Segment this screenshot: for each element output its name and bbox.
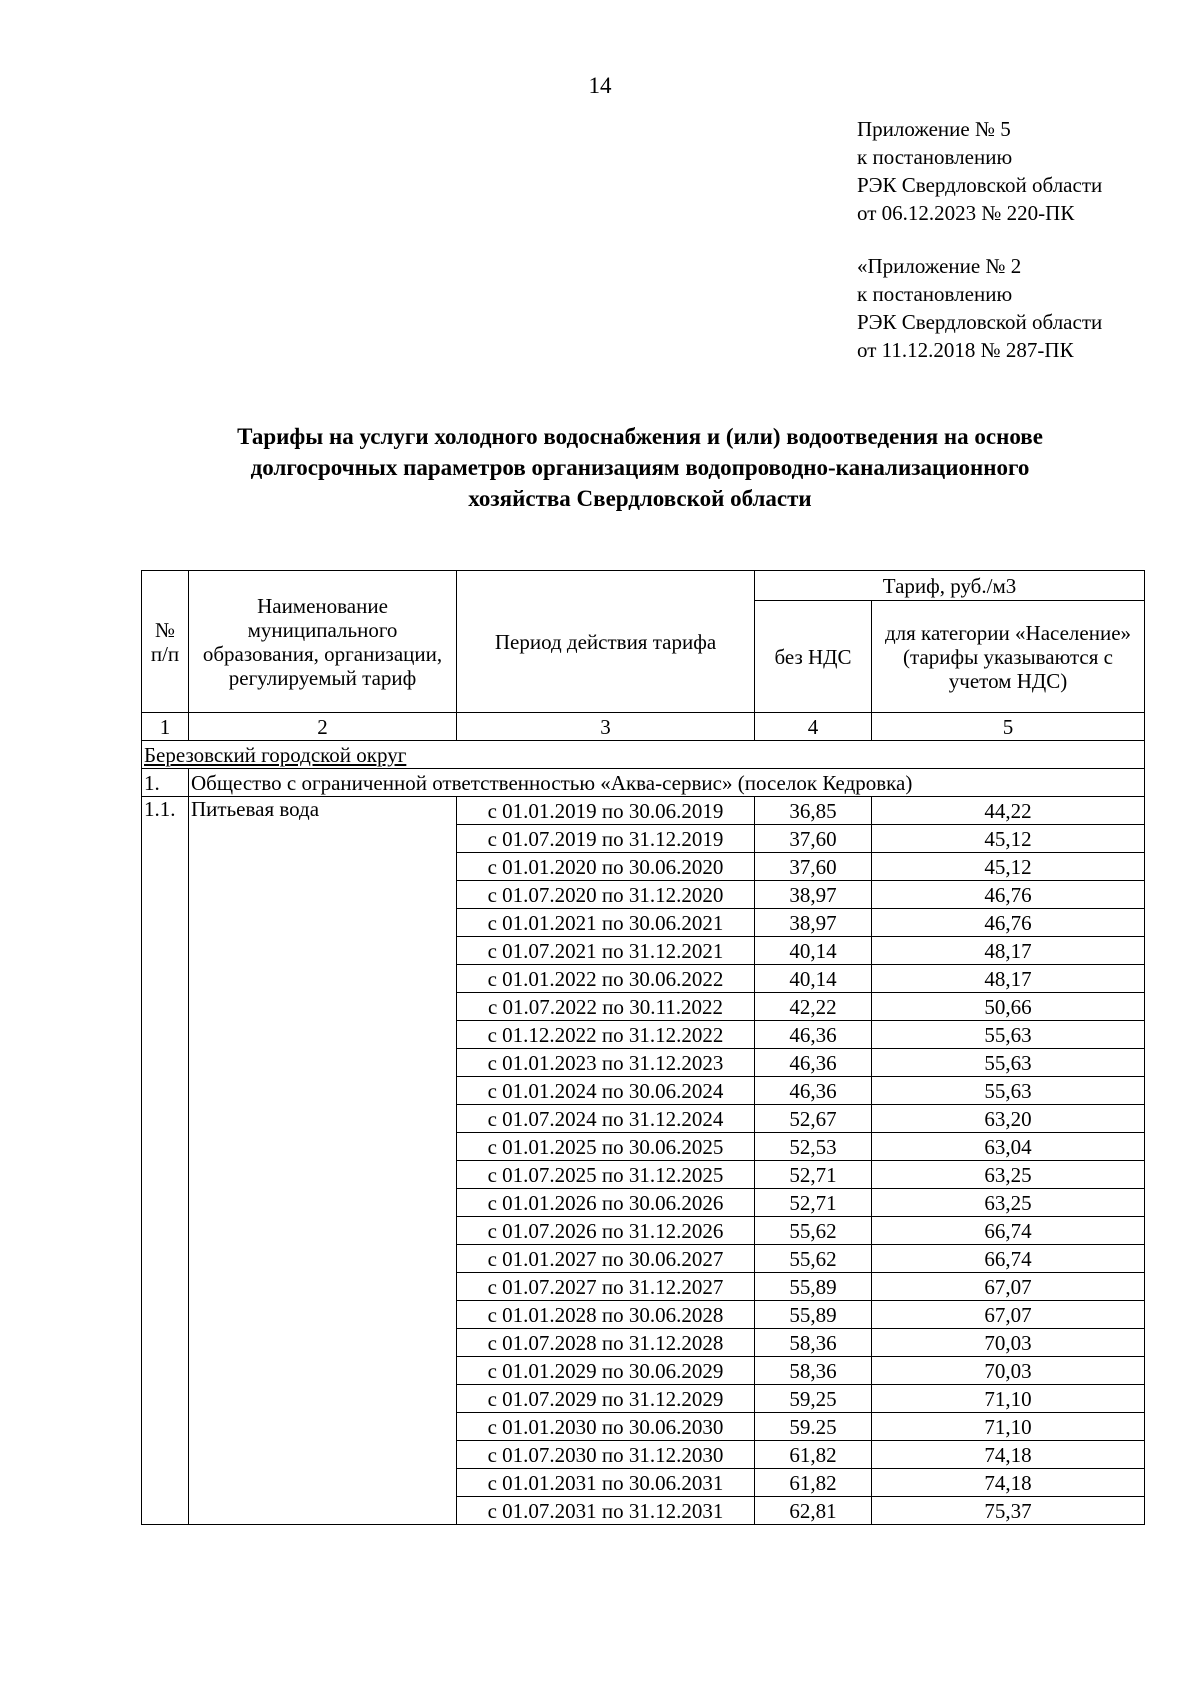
period-cell: с 01.01.2025 по 30.06.2025 [457, 1133, 755, 1161]
period-cell: с 01.07.2022 по 30.11.2022 [457, 993, 755, 1021]
period-cell: с 01.01.2022 по 30.06.2022 [457, 965, 755, 993]
table-body [142, 741, 1145, 1525]
header-tariff: Тариф, руб./м3 [755, 571, 1145, 601]
organization-name: Общество с ограниченной ответственностью «Аква-сервис» (поселок Кедровка) [189, 769, 1145, 797]
tariff-population-cell: 50,66 [872, 993, 1145, 1021]
header-population: для категории «Население» (тарифы указываются с учетом НДС) [872, 601, 1145, 713]
tariff-population-cell: 46,76 [872, 881, 1145, 909]
period-cell: с 01.01.2023 по 31.12.2023 [457, 1049, 755, 1077]
period-cell: с 01.07.2030 по 31.12.2030 [457, 1441, 755, 1469]
tariff-population-cell: 55,63 [872, 1049, 1145, 1077]
period-cell: с 01.07.2019 по 31.12.2019 [457, 825, 755, 853]
tariff-population-cell: 48,17 [872, 937, 1145, 965]
period-cell: с 01.07.2027 по 31.12.2027 [457, 1273, 755, 1301]
tariff-no-vat-cell: 59,25 [755, 1385, 872, 1413]
period-cell: с 01.07.2024 по 31.12.2024 [457, 1105, 755, 1133]
tariff-no-vat-cell: 62,81 [755, 1497, 872, 1525]
tariff-no-vat-cell: 52,67 [755, 1105, 872, 1133]
tariff-population-cell: 74,18 [872, 1469, 1145, 1497]
appendix-note-original [857, 252, 1102, 364]
tariff-no-vat-cell: 55,62 [755, 1217, 872, 1245]
tariff-no-vat-cell: 40,14 [755, 965, 872, 993]
section-name: Березовский городской округ [142, 741, 1145, 769]
period-cell: с 01.01.2031 по 30.06.2031 [457, 1469, 755, 1497]
period-cell: с 01.12.2022 по 31.12.2022 [457, 1021, 755, 1049]
organization-row [142, 769, 1145, 797]
tariff-population-cell: 63,04 [872, 1133, 1145, 1161]
column-number: 2 [189, 713, 457, 741]
header-period: Период действия тарифа [457, 571, 755, 713]
page-number: 14 [588, 73, 612, 98]
title-line: Тарифы на услуги холодного водоснабжения и (или) водоотведения на основе [237, 424, 1043, 449]
tariff-no-vat-cell: 42,22 [755, 993, 872, 1021]
tariff-no-vat-cell: 55,89 [755, 1301, 872, 1329]
tariff-no-vat-cell: 37,60 [755, 825, 872, 853]
tariff-no-vat-cell: 61,82 [755, 1441, 872, 1469]
table-row [142, 797, 1145, 825]
tariff-no-vat-cell: 61,82 [755, 1469, 872, 1497]
tariff-no-vat-cell: 52,71 [755, 1161, 872, 1189]
period-cell: с 01.07.2021 по 31.12.2021 [457, 937, 755, 965]
period-cell: с 01.01.2019 по 30.06.2019 [457, 797, 755, 825]
tariff-population-cell: 46,76 [872, 909, 1145, 937]
tariff-population-cell: 74,18 [872, 1441, 1145, 1469]
appendix-line: РЭК Свердловской области [857, 173, 1103, 197]
item-number: 1.1. [142, 797, 189, 1525]
tariff-population-cell: 55,63 [872, 1077, 1145, 1105]
table-header [142, 571, 1145, 741]
tariff-no-vat-cell: 55,89 [755, 1273, 872, 1301]
period-cell: с 01.01.2030 по 30.06.2030 [457, 1413, 755, 1441]
tariff-no-vat-cell: 52,53 [755, 1133, 872, 1161]
column-numbers-row [142, 713, 1145, 741]
period-cell: с 01.01.2027 по 30.06.2027 [457, 1245, 755, 1273]
period-cell: с 01.07.2025 по 31.12.2025 [457, 1161, 755, 1189]
tariff-population-cell: 67,07 [872, 1273, 1145, 1301]
tariff-population-cell: 55,63 [872, 1021, 1145, 1049]
tariff-table [141, 570, 1145, 1525]
appendix-line: к постановлению [857, 282, 1013, 306]
period-cell: с 01.01.2029 по 30.06.2029 [457, 1357, 755, 1385]
title-line: хозяйства Свердловской области [468, 486, 812, 511]
tariff-no-vat-cell: 46,36 [755, 1049, 872, 1077]
column-number: 3 [457, 713, 755, 741]
appendix-line: от 06.12.2023 № 220-ПК [857, 201, 1075, 225]
tariff-no-vat-cell: 46,36 [755, 1077, 872, 1105]
appendix-line: Приложение № 5 [857, 117, 1011, 141]
period-cell: с 01.01.2021 по 30.06.2021 [457, 909, 755, 937]
tariff-population-cell: 63,25 [872, 1189, 1145, 1217]
tariff-no-vat-cell: 59.25 [755, 1413, 872, 1441]
organization-number: 1. [142, 769, 189, 797]
tariff-no-vat-cell: 40,14 [755, 937, 872, 965]
period-cell: с 01.01.2026 по 30.06.2026 [457, 1189, 755, 1217]
period-cell: с 01.07.2029 по 31.12.2029 [457, 1385, 755, 1413]
tariff-population-cell: 66,74 [872, 1217, 1145, 1245]
tariff-no-vat-cell: 37,60 [755, 853, 872, 881]
tariff-no-vat-cell: 36,85 [755, 797, 872, 825]
title-line: долгосрочных параметров организациям водопроводно-канализационного [250, 455, 1030, 480]
tariff-no-vat-cell: 58,36 [755, 1357, 872, 1385]
tariff-no-vat-cell: 55,62 [755, 1245, 872, 1273]
tariff-no-vat-cell: 58,36 [755, 1329, 872, 1357]
tariff-population-cell: 67,07 [872, 1301, 1145, 1329]
column-number: 5 [872, 713, 1145, 741]
tariff-population-cell: 71,10 [872, 1385, 1145, 1413]
column-number: 4 [755, 713, 872, 741]
tariff-population-cell: 63,20 [872, 1105, 1145, 1133]
header-number: № п/п [142, 571, 189, 713]
period-cell: с 01.01.2020 по 30.06.2020 [457, 853, 755, 881]
appendix-line: РЭК Свердловской области [857, 310, 1103, 334]
header-no-vat: без НДС [755, 601, 872, 713]
period-cell: с 01.07.2031 по 31.12.2031 [457, 1497, 755, 1525]
tariff-population-cell: 66,74 [872, 1245, 1145, 1273]
period-cell: с 01.07.2028 по 31.12.2028 [457, 1329, 755, 1357]
tariff-population-cell: 71,10 [872, 1413, 1145, 1441]
appendix-note-current [857, 115, 1102, 227]
column-number: 1 [142, 713, 189, 741]
tariff-population-cell: 45,12 [872, 853, 1145, 881]
tariff-no-vat-cell: 38,97 [755, 881, 872, 909]
tariff-population-cell: 44,22 [872, 797, 1145, 825]
header-name: Наименование муниципального образования, организации, регулируемый тариф [189, 571, 457, 713]
document-title [130, 421, 1150, 514]
tariff-population-cell: 45,12 [872, 825, 1145, 853]
tariff-no-vat-cell: 46,36 [755, 1021, 872, 1049]
period-cell: с 01.01.2024 по 30.06.2024 [457, 1077, 755, 1105]
section-row [142, 741, 1145, 769]
appendix-line: «Приложение № 2 [857, 254, 1022, 278]
tariff-population-cell: 70,03 [872, 1357, 1145, 1385]
tariff-population-cell: 70,03 [872, 1329, 1145, 1357]
tariff-no-vat-cell: 52,71 [755, 1189, 872, 1217]
appendix-line: от 11.12.2018 № 287-ПК [857, 338, 1074, 362]
period-cell: с 01.07.2026 по 31.12.2026 [457, 1217, 755, 1245]
tariff-population-cell: 75,37 [872, 1497, 1145, 1525]
tariff-population-cell: 48,17 [872, 965, 1145, 993]
appendix-line: к постановлению [857, 145, 1013, 169]
period-cell: с 01.01.2028 по 30.06.2028 [457, 1301, 755, 1329]
item-name: Питьевая вода [189, 797, 457, 1525]
period-cell: с 01.07.2020 по 31.12.2020 [457, 881, 755, 909]
tariff-population-cell: 63,25 [872, 1161, 1145, 1189]
tariff-no-vat-cell: 38,97 [755, 909, 872, 937]
